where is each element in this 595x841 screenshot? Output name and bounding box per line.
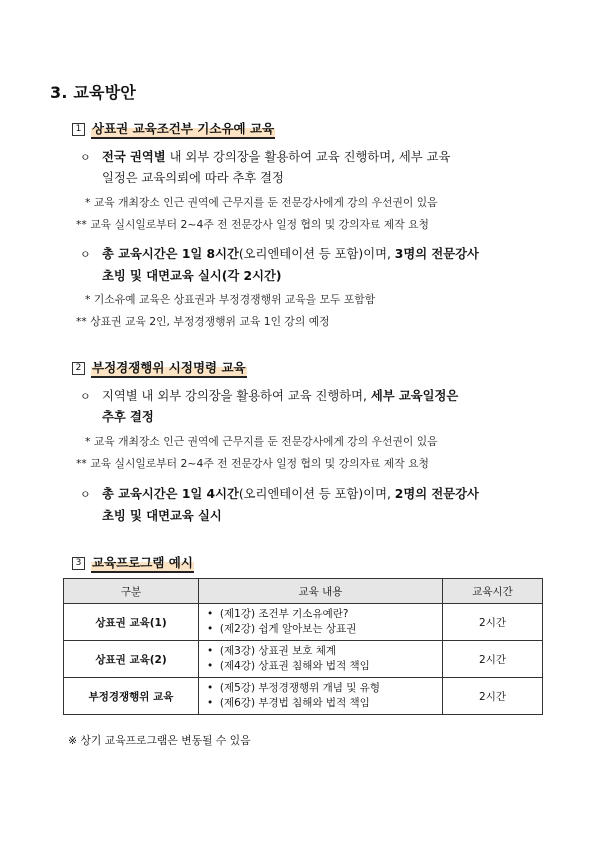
bullet-marker: ㅇ — [80, 390, 91, 403]
content-item: • (제1강) 조건부 기소유예란? — [207, 608, 349, 620]
table-row — [64, 678, 543, 715]
s2-bullet-2-bold-1: 총 교육시간은 1일 4시간 — [102, 487, 239, 501]
row-category: 부정경쟁행위 교육 — [64, 678, 199, 715]
s2-bullet-2-line2: 초빙 및 대면교육 실시 — [102, 509, 222, 523]
subsection-3-title: 교육프로그램 예시 — [91, 555, 194, 573]
s2-note-1: * 교육 개최장소 인근 권역에 근무지를 둔 전문강사에게 강의 우선권이 있음 — [85, 435, 438, 448]
content-item: • (제6강) 부경법 침해와 법적 책임 — [207, 697, 370, 709]
s1-note-1: * 교육 개최장소 인근 권역에 근무지를 둔 전문강사에게 강의 우선권이 있음 — [85, 196, 438, 209]
s1-bullet-1-line2: 일정은 교육의뢰에 따라 추후 결정 — [102, 171, 284, 185]
subsection-2-title: 부정경쟁행위 시정명령 교육 — [91, 360, 247, 378]
s1-bullet-1-text: 내 외부 강의장을 활용하여 교육 진행하며, 세부 교육 — [165, 150, 451, 164]
row-hours: 2시간 — [443, 604, 543, 641]
s1-bullet-1 — [80, 146, 450, 169]
header-category: 구분 — [64, 579, 199, 604]
s2-bullet-1-text: 지역별 내 외부 강의장을 활용하여 교육 진행하며, — [102, 389, 371, 403]
content-item: • (제3강) 상표권 보호 체계 — [207, 645, 337, 657]
subsection-1-title: 상표권 교육조건부 기소유예 교육 — [91, 121, 275, 139]
header-content: 교육 내용 — [199, 579, 443, 604]
table-header-row — [64, 579, 543, 604]
bullet-marker: ㅇ — [80, 151, 91, 164]
footnote: ※ 상기 교육프로그램은 변동될 수 있음 — [68, 734, 251, 747]
s2-bullet-1-line2: 추후 결정 — [102, 410, 154, 424]
row-hours: 2시간 — [443, 641, 543, 678]
s1-note-2: ** 교육 실시일로부터 2~4주 전 전문강사 일정 협의 및 강의자료 제작 요청 — [76, 218, 429, 231]
subsection-1-heading — [72, 119, 275, 137]
content-item: • (제2강) 쉽게 알아보는 상표권 — [207, 623, 357, 635]
content-item: • (제5강) 부정경쟁행위 개념 및 유형 — [207, 682, 380, 694]
s2-bullet-1 — [80, 385, 458, 408]
s1-bullet-2-bold-1: 총 교육시간은 1일 8시간 — [102, 247, 239, 261]
table-row — [64, 604, 543, 641]
s1-bullet-2-line2: 초빙 및 대면교육 실시(각 2시간) — [102, 269, 282, 283]
s1-note-4: ** 상표권 교육 2인, 부정경쟁행위 교육 1인 강의 예정 — [76, 315, 330, 328]
subsection-3-heading — [72, 553, 194, 571]
row-content — [199, 604, 443, 641]
s1-bullet-2-text: (오리엔테이션 등 포함)이며, — [238, 247, 395, 261]
subsection-2-number: 2 — [72, 362, 85, 375]
subsection-1-number: 1 — [72, 123, 85, 136]
s2-note-2: ** 교육 실시일로부터 2~4주 전 전문강사 일정 협의 및 강의자료 제작 요청 — [76, 457, 429, 470]
bullet-marker: ㅇ — [80, 248, 91, 261]
content-item: • (제4강) 상표권 침해와 법적 책임 — [207, 660, 370, 672]
row-category: 상표권 교육(2) — [64, 641, 199, 678]
row-content — [199, 641, 443, 678]
row-content — [199, 678, 443, 715]
s2-bullet-2-bold-2: 2명의 전문강사 — [394, 487, 479, 501]
row-hours: 2시간 — [443, 678, 543, 715]
s2-bullet-2 — [80, 483, 479, 506]
s1-bullet-1-bold: 전국 권역별 — [102, 150, 166, 164]
table-row — [64, 641, 543, 678]
s1-note-3: * 기소유예 교육은 상표권과 부정경쟁행위 교육을 모두 포함함 — [85, 293, 376, 306]
header-hours: 교육시간 — [443, 579, 543, 604]
subsection-2-heading — [72, 358, 247, 376]
s1-bullet-2-bold-2: 3명의 전문강사 — [394, 247, 479, 261]
section-title: 3. 교육방안 — [50, 83, 137, 102]
s2-bullet-1-bold: 세부 교육일정은 — [370, 389, 459, 403]
bullet-marker: ㅇ — [80, 488, 91, 501]
subsection-3-number: 3 — [72, 557, 85, 570]
program-table — [63, 578, 543, 715]
s1-bullet-2 — [80, 243, 479, 266]
s2-bullet-2-text: (오리엔테이션 등 포함)이며, — [238, 487, 395, 501]
row-category: 상표권 교육(1) — [64, 604, 199, 641]
